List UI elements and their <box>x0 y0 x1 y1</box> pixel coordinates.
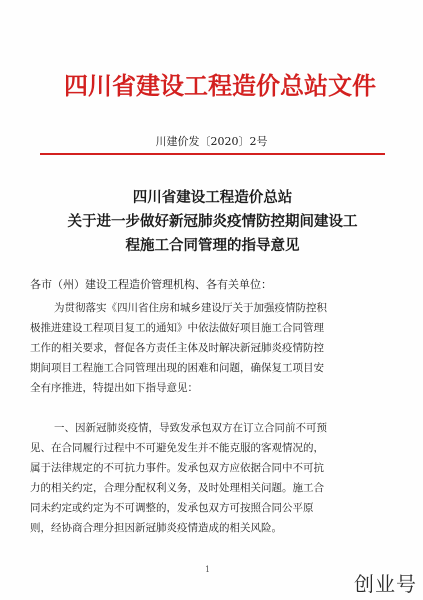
paragraph-line: 极推进建设工程项目复工的通知》中依法做好项目施工合同管理 <box>30 322 324 334</box>
paragraph-line: 为贯彻落实《四川省住房和城乡建设厅关于加强疫情防控积 <box>54 302 327 314</box>
document-number: 川建价发〔2020〕2号 <box>155 135 268 148</box>
paragraph-line: 期间项目工程施工合同管理出现的困难和问题，确保复工项目安 <box>30 362 324 374</box>
document-header-title: 四川省建设工程造价总站文件 <box>64 72 376 100</box>
body-paragraph-intro <box>30 298 390 398</box>
title-line: 关于进一步做好新冠肺炎疫情防控期间建设工 <box>67 214 358 230</box>
document-title <box>50 186 375 258</box>
page-number: 1 <box>205 565 211 574</box>
recipient-line: 各市（州）建设工程造价管理机构、各有关单位： <box>30 278 272 291</box>
title-line: 程施工合同管理的指导意见 <box>125 238 300 254</box>
paragraph-line: 同未约定或约定为不可调整的，发承包双方可按照合同公平原 <box>30 502 314 514</box>
paragraph-line: 全有序推进，特提出如下指导意见： <box>30 382 198 394</box>
paragraph-line: 一、因新冠肺炎疫情，导致发承包双方在订立合同前不可预 <box>54 422 327 434</box>
paragraph-line: 力的相关约定，合理分配权利义务，及时处理相关问题。施工合 <box>30 482 324 494</box>
watermark-text: 创业号 <box>354 572 417 596</box>
paragraph-line: 则，经协商合理分担因新冠肺炎疫情造成的相关风险。 <box>30 522 282 534</box>
paragraph-line: 工作的相关要求，督促各方责任主体及时解决新冠肺炎疫情防控 <box>30 342 324 354</box>
paragraph-line: 见、在合同履行过程中不可避免发生并不能克服的客观情况的， <box>30 442 324 454</box>
title-line: 四川省建设工程造价总站 <box>132 190 293 206</box>
paragraph-line: 属于法律规定的不可抗力事件。发承包双方应依据合同中不可抗 <box>30 462 324 474</box>
header-rule <box>40 153 385 155</box>
body-paragraph-item-1 <box>30 418 390 538</box>
